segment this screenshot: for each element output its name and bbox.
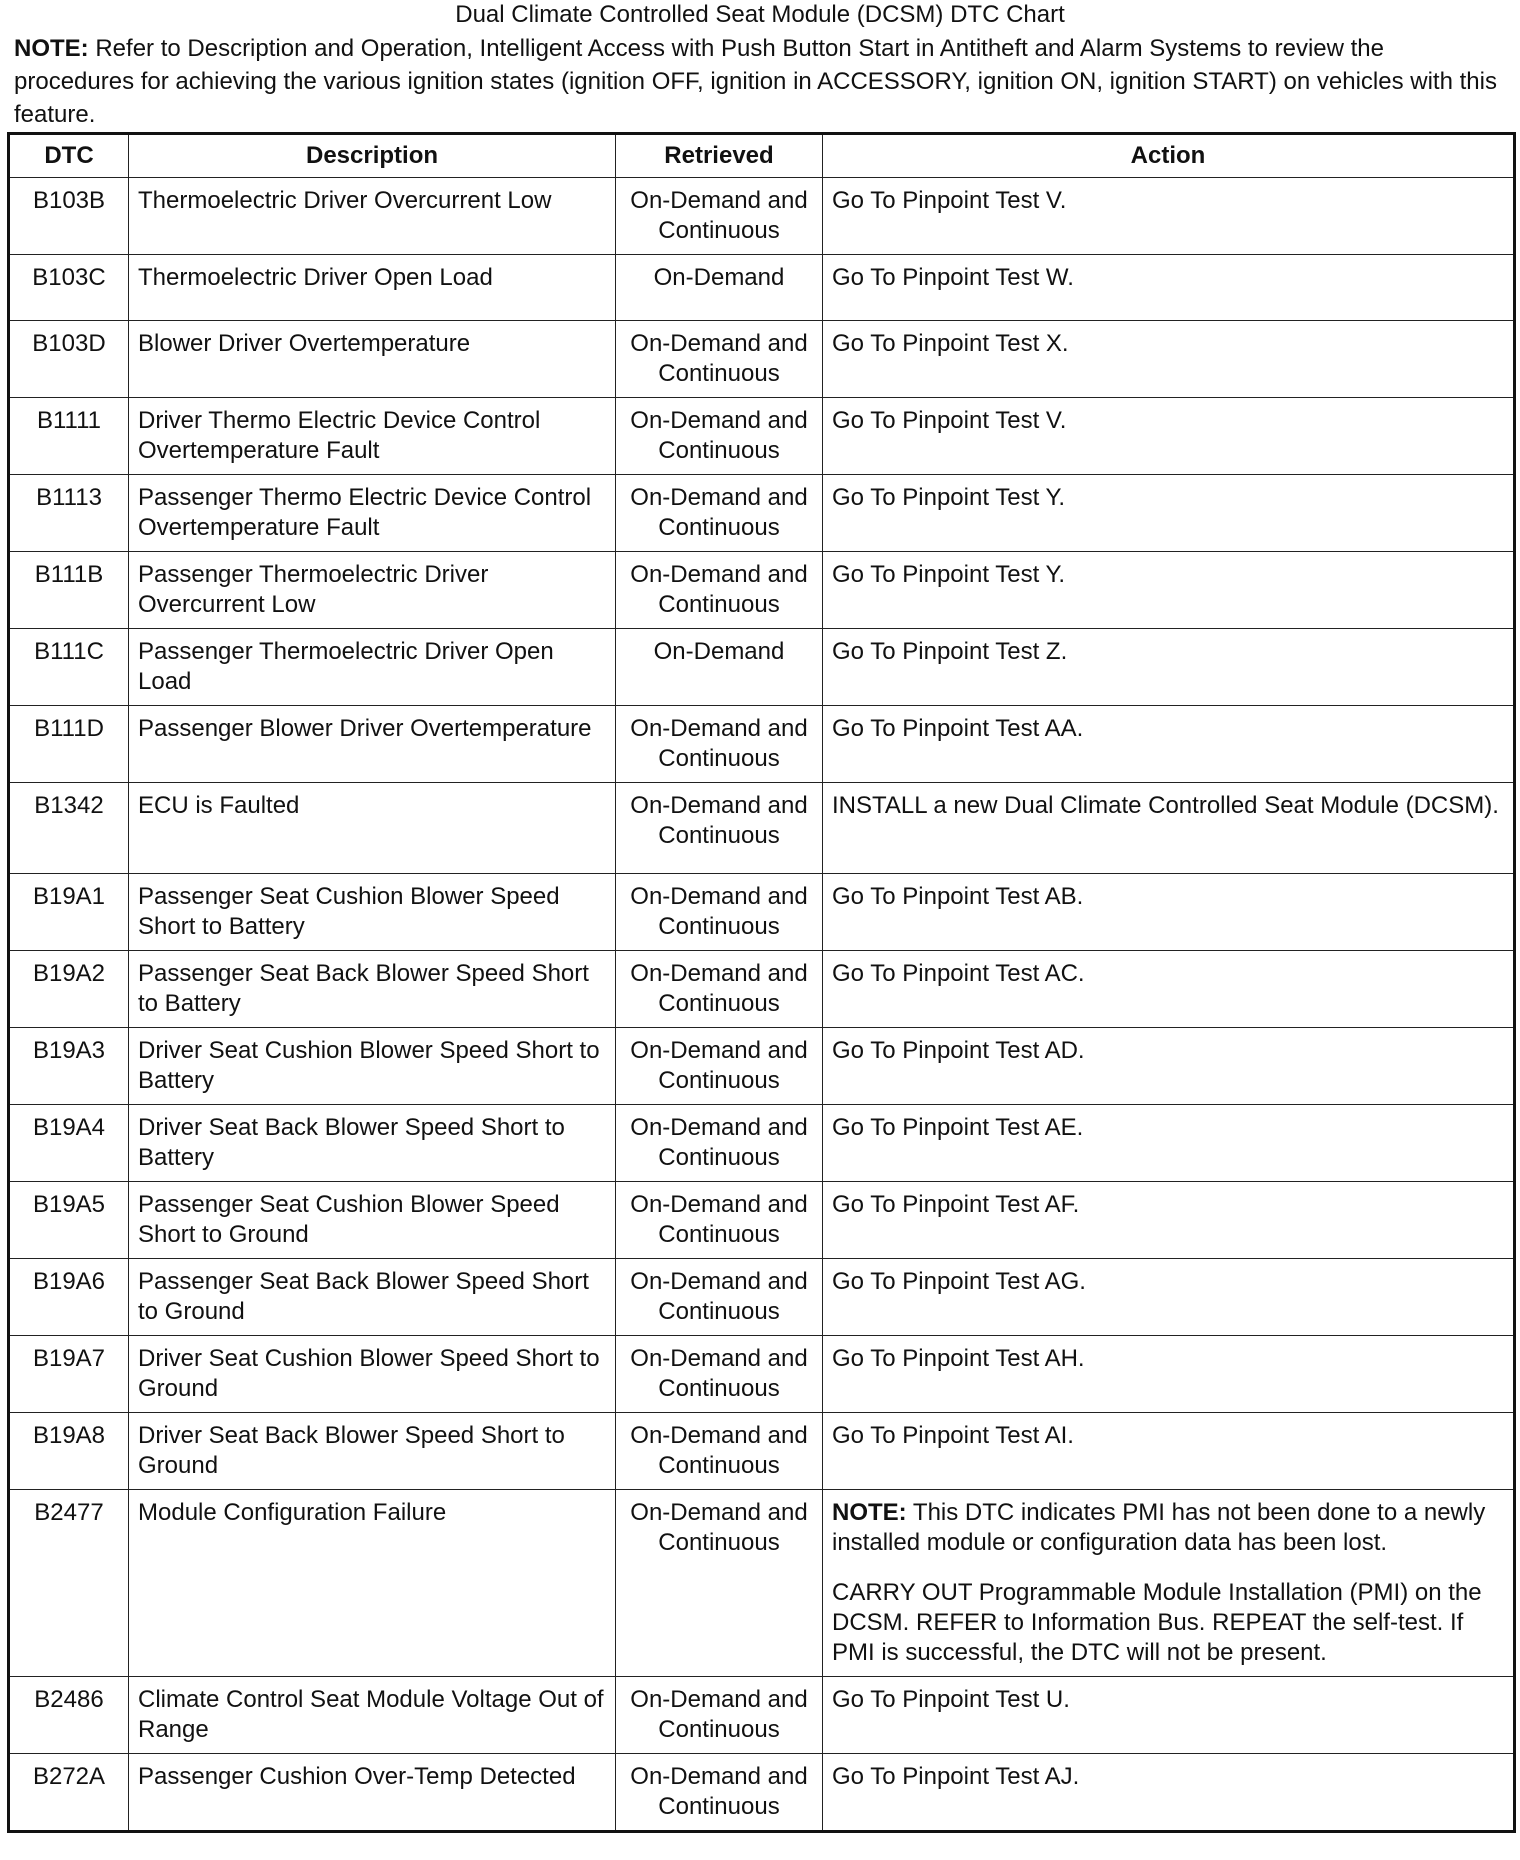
header-action: Action [823, 134, 1515, 178]
table-row [9, 706, 1515, 783]
action-text: CARRY OUT Programmable Module Installation (PMI) on the DCSM. REFER to Information Bus. REPEAT the self-test. If PMI is successful, the DTC will not be present. [832, 1579, 1482, 1666]
action-cell: Go To Pinpoint Test AF. [823, 1182, 1515, 1259]
table-row [9, 475, 1515, 552]
action-cell: INSTALL a new Dual Climate Controlled Seat Module (DCSM). [823, 783, 1515, 874]
table-header-row [9, 134, 1515, 178]
action-cell: Go To Pinpoint Test AH. [823, 1336, 1515, 1413]
description-cell: Driver Seat Back Blower Speed Short to Battery [129, 1105, 616, 1182]
action-cell: Go To Pinpoint Test AB. [823, 874, 1515, 951]
action-cell: Go To Pinpoint Test Y. [823, 475, 1515, 552]
description-cell: Driver Seat Cushion Blower Speed Short to Battery [129, 1028, 616, 1105]
table-row [9, 398, 1515, 475]
dtc-code-cell: B19A8 [9, 1413, 129, 1490]
table-body [9, 178, 1515, 1832]
action-note-label: NOTE: [832, 1499, 907, 1526]
action-cell: Go To Pinpoint Test AA. [823, 706, 1515, 783]
table-row [9, 1413, 1515, 1490]
dtc-code-cell: B1111 [9, 398, 129, 475]
action-cell: Go To Pinpoint Test U. [823, 1677, 1515, 1754]
dtc-code-cell: B19A1 [9, 874, 129, 951]
table-row [9, 629, 1515, 706]
action-cell: Go To Pinpoint Test AJ. [823, 1754, 1515, 1832]
dtc-code-cell: B272A [9, 1754, 129, 1832]
action-cell: Go To Pinpoint Test AE. [823, 1105, 1515, 1182]
retrieved-cell: On-Demand and Continuous [616, 398, 823, 475]
dtc-code-cell: B2486 [9, 1677, 129, 1754]
dtc-code-cell: B1342 [9, 783, 129, 874]
table-row [9, 552, 1515, 629]
action-cell [823, 1490, 1515, 1677]
retrieved-cell: On-Demand and Continuous [616, 783, 823, 874]
retrieved-cell: On-Demand and Continuous [616, 1028, 823, 1105]
retrieved-cell: On-Demand and Continuous [616, 1259, 823, 1336]
action-cell: Go To Pinpoint Test W. [823, 255, 1515, 321]
description-cell: ECU is Faulted [129, 783, 616, 874]
dtc-code-cell: B19A3 [9, 1028, 129, 1105]
dtc-code-cell: B2477 [9, 1490, 129, 1677]
retrieved-cell: On-Demand and Continuous [616, 178, 823, 255]
description-cell: Passenger Blower Driver Overtemperature [129, 706, 616, 783]
table-row [9, 1182, 1515, 1259]
table-row [9, 874, 1515, 951]
action-cell: Go To Pinpoint Test AG. [823, 1259, 1515, 1336]
description-cell: Passenger Thermoelectric Driver Open Load [129, 629, 616, 706]
dtc-code-cell: B19A6 [9, 1259, 129, 1336]
dtc-code-cell: B19A7 [9, 1336, 129, 1413]
retrieved-cell: On-Demand [616, 629, 823, 706]
description-cell: Module Configuration Failure [129, 1490, 616, 1677]
retrieved-cell: On-Demand and Continuous [616, 321, 823, 398]
page-title: Dual Climate Controlled Seat Module (DCSM) DTC Chart [455, 1, 1065, 28]
note-text: Refer to Description and Operation, Intelligent Access with Push Button Start in Antitheft and Alarm Systems to review the procedures for achieving the various ignition states (ignition OFF, ignition in ACCESSORY, ignition ON, ignition START) on vehicles with this feature. [14, 35, 1497, 128]
retrieved-cell: On-Demand and Continuous [616, 1754, 823, 1832]
dtc-code-cell: B111B [9, 552, 129, 629]
table-row [9, 783, 1515, 874]
table-row [9, 1677, 1515, 1754]
table-row [9, 1490, 1515, 1677]
description-cell: Blower Driver Overtemperature [129, 321, 616, 398]
table-row [9, 1754, 1515, 1832]
description-cell: Passenger Cushion Over-Temp Detected [129, 1754, 616, 1832]
description-cell: Passenger Thermoelectric Driver Overcurrent Low [129, 552, 616, 629]
note-label: NOTE: [14, 35, 89, 62]
dtc-table [7, 132, 1516, 1833]
dtc-code-cell: B111D [9, 706, 129, 783]
table-row [9, 1028, 1515, 1105]
description-cell: Passenger Thermo Electric Device Control Overtemperature Fault [129, 475, 616, 552]
retrieved-cell: On-Demand and Continuous [616, 1105, 823, 1182]
action-cell: Go To Pinpoint Test Y. [823, 552, 1515, 629]
description-cell: Thermoelectric Driver Overcurrent Low [129, 178, 616, 255]
action-note-text: This DTC indicates PMI has not been done to a newly installed module or configuration data has been lost. [832, 1499, 1486, 1556]
action-cell: Go To Pinpoint Test X. [823, 321, 1515, 398]
dtc-code-cell: B111C [9, 629, 129, 706]
description-cell: Thermoelectric Driver Open Load [129, 255, 616, 321]
description-cell: Passenger Seat Back Blower Speed Short to Battery [129, 951, 616, 1028]
table-row [9, 321, 1515, 398]
table-row [9, 1259, 1515, 1336]
description-cell: Driver Seat Cushion Blower Speed Short to Ground [129, 1336, 616, 1413]
note-paragraph [14, 32, 1504, 131]
table-row [9, 1336, 1515, 1413]
dtc-code-cell: B103B [9, 178, 129, 255]
action-cell: Go To Pinpoint Test AD. [823, 1028, 1515, 1105]
dtc-code-cell: B103C [9, 255, 129, 321]
table-row [9, 1105, 1515, 1182]
dtc-code-cell: B19A4 [9, 1105, 129, 1182]
header-description: Description [129, 134, 616, 178]
retrieved-cell: On-Demand and Continuous [616, 874, 823, 951]
retrieved-cell: On-Demand and Continuous [616, 951, 823, 1028]
action-cell: Go To Pinpoint Test AC. [823, 951, 1515, 1028]
description-cell: Driver Thermo Electric Device Control Overtemperature Fault [129, 398, 616, 475]
header-dtc: DTC [9, 134, 129, 178]
table-row [9, 951, 1515, 1028]
table-row [9, 178, 1515, 255]
dtc-code-cell: B103D [9, 321, 129, 398]
retrieved-cell: On-Demand and Continuous [616, 1336, 823, 1413]
retrieved-cell: On-Demand and Continuous [616, 552, 823, 629]
dtc-code-cell: B19A5 [9, 1182, 129, 1259]
description-cell: Passenger Seat Cushion Blower Speed Short to Ground [129, 1182, 616, 1259]
description-cell: Driver Seat Back Blower Speed Short to Ground [129, 1413, 616, 1490]
retrieved-cell: On-Demand and Continuous [616, 1490, 823, 1677]
dtc-code-cell: B1113 [9, 475, 129, 552]
retrieved-cell: On-Demand and Continuous [616, 1677, 823, 1754]
dtc-code-cell: B19A2 [9, 951, 129, 1028]
action-cell: Go To Pinpoint Test V. [823, 178, 1515, 255]
retrieved-cell: On-Demand and Continuous [616, 475, 823, 552]
action-note [832, 1498, 1504, 1558]
header-retrieved: Retrieved [616, 134, 823, 178]
action-cell: Go To Pinpoint Test V. [823, 398, 1515, 475]
retrieved-cell: On-Demand and Continuous [616, 1413, 823, 1490]
action-cell: Go To Pinpoint Test Z. [823, 629, 1515, 706]
retrieved-cell: On-Demand and Continuous [616, 706, 823, 783]
description-cell: Climate Control Seat Module Voltage Out of Range [129, 1677, 616, 1754]
description-cell: Passenger Seat Back Blower Speed Short to Ground [129, 1259, 616, 1336]
description-cell: Passenger Seat Cushion Blower Speed Short to Battery [129, 874, 616, 951]
table-row [9, 255, 1515, 321]
action-cell: Go To Pinpoint Test AI. [823, 1413, 1515, 1490]
retrieved-cell: On-Demand and Continuous [616, 1182, 823, 1259]
retrieved-cell: On-Demand [616, 255, 823, 321]
